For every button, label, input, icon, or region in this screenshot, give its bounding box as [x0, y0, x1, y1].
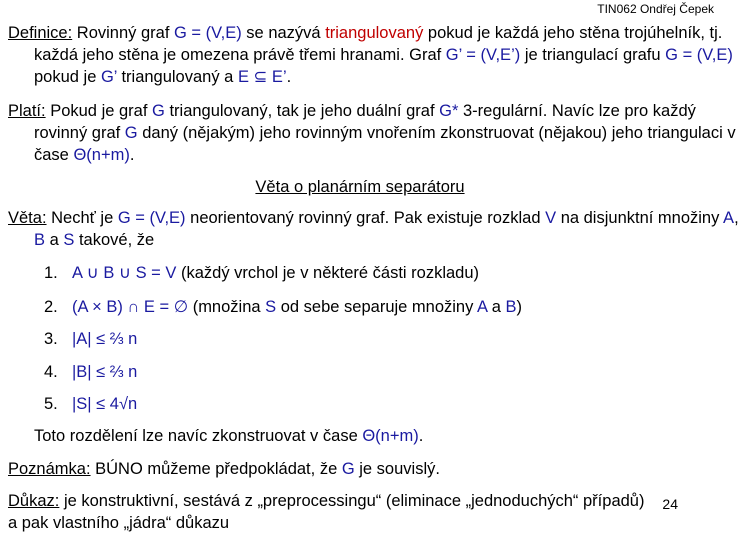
list-item: 2. (A × B) ∩ E = ∅ (množina S od sebe separuje množiny A a B) — [44, 298, 523, 316]
page-number: 24 — [662, 496, 678, 512]
remark-label: Poznámka: — [8, 460, 91, 478]
list-item: 5. |S| ≤ 4√n — [44, 395, 138, 413]
definition-label: Definice: — [8, 24, 73, 42]
theorem-title: Věta o planárním separátoru — [255, 178, 465, 196]
theorem-paragraph: Věta: Nechť je G = (V,E) neorientovaný rovinný graf. Pak existuje rozklad V na disjunktní množiny A, B a S takové, že — [8, 209, 739, 249]
list-item: 4. |B| ≤ ⅔ n — [44, 363, 138, 381]
list-item: 1. A ∪ B ∪ S = V (každý vrchol je v některé části rozkladu) — [44, 264, 480, 282]
theorem-label: Věta: — [8, 209, 47, 227]
definition-paragraph: Definice: Rovinný graf G = (V,E) se nazývá triangulovaný pokud je každá jeho stěna trojúhelník, tj. každá jeho stěna je omezena právě třemi hranami. Graf G’ = (V,E’) je triangulací grafu G = (V,E) pokud je G’ triangulovaný a E ⊆ E’. — [8, 24, 733, 86]
construction-note: Toto rozdělení lze navíc zkonstruovat v čase Θ(n+m). — [34, 427, 424, 445]
term-triangulated: triangulovaný — [325, 24, 424, 42]
claim-label: Platí: — [8, 102, 46, 120]
proof-label: Důkaz: — [8, 492, 60, 510]
claim-paragraph: Platí: Pokud je graf G triangulovaný, tak je jeho duální graf G* 3-regulární. Navíc lze pro každý rovinný graf G daný (nějakým) jeho rovinným vnořením zkonstruovat (nějakou) jeho triangulaci v čase Θ(n+m). — [8, 102, 736, 164]
remark-paragraph: Poznámka: BÚNO můžeme předpokládat, že G je souvislý. — [8, 460, 440, 478]
list-item: 3. |A| ≤ ⅔ n — [44, 330, 138, 348]
header-author: TIN062 Ondřej Čepek — [597, 2, 714, 16]
proof-paragraph: Důkaz: je konstruktivní, sestává z „preprocessingu“ (eliminace „jednoduchých“ případů) a pak vlastního „jádra“ důkazu — [8, 492, 645, 532]
